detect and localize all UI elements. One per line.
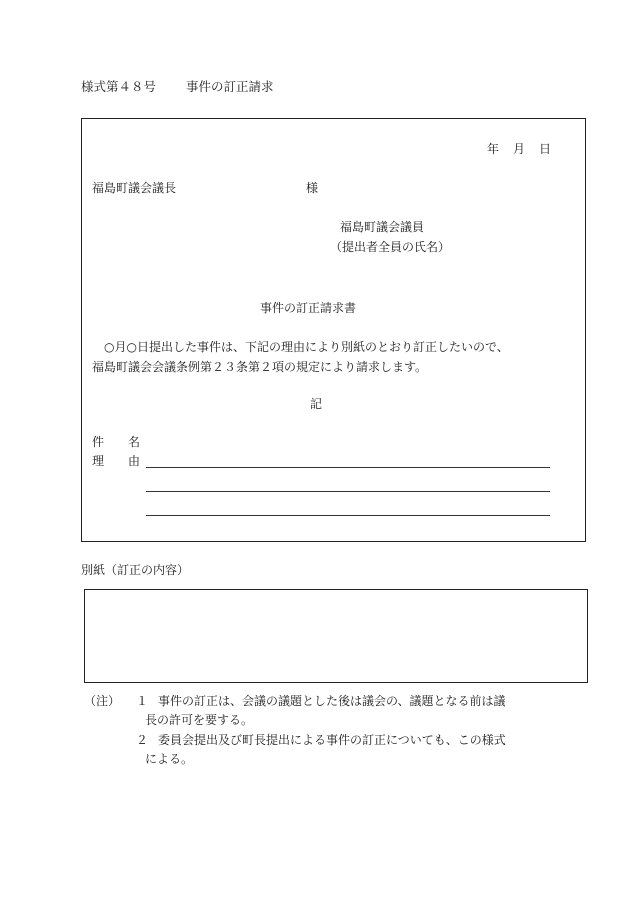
attachment-box [84, 589, 588, 683]
honorific: 様 [306, 181, 319, 195]
reason-line-1 [146, 467, 550, 468]
form-title: 事件の訂正請求 [186, 79, 274, 94]
sender-note: （提出者全員の氏名） [330, 240, 451, 254]
notes-label: （注） [84, 694, 121, 708]
note-2-line-1: 委員会提出及び町長提出による事件の訂正についても、この様式 [158, 733, 506, 747]
note-2-line-2: による。 [145, 752, 194, 766]
reason-line-3 [146, 515, 550, 516]
note-1-line-1: 事件の訂正は、会議の議題とした後は議会の、議題となる前は議 [158, 694, 506, 708]
body-line-2: 福島町議会会議条例第２３条第２項の規定により請求します。 [92, 360, 428, 374]
note-1-number: １ [136, 694, 149, 708]
ki-mark: 記 [310, 397, 323, 411]
addressee: 福島町議会議長 [92, 181, 177, 195]
form-number: 様式第４８号 [81, 79, 157, 94]
sender-title: 福島町議会議員 [340, 220, 425, 234]
note-1-line-2: 長の許可を要する。 [145, 713, 254, 727]
reason-line-2 [146, 491, 550, 492]
body-line-1: ○月○日提出した事件は、下記の理由により別紙のとおり訂正したいので、 [104, 340, 509, 354]
reason-label: 理 由 [92, 454, 141, 468]
document-title: 事件の訂正請求書 [260, 301, 357, 315]
item-name-label: 件 名 [92, 435, 141, 449]
attachment-label: 別紙（訂正の内容） [81, 563, 190, 577]
date-line: 年 月 日 [487, 142, 553, 156]
note-2-number: ２ [136, 733, 149, 747]
